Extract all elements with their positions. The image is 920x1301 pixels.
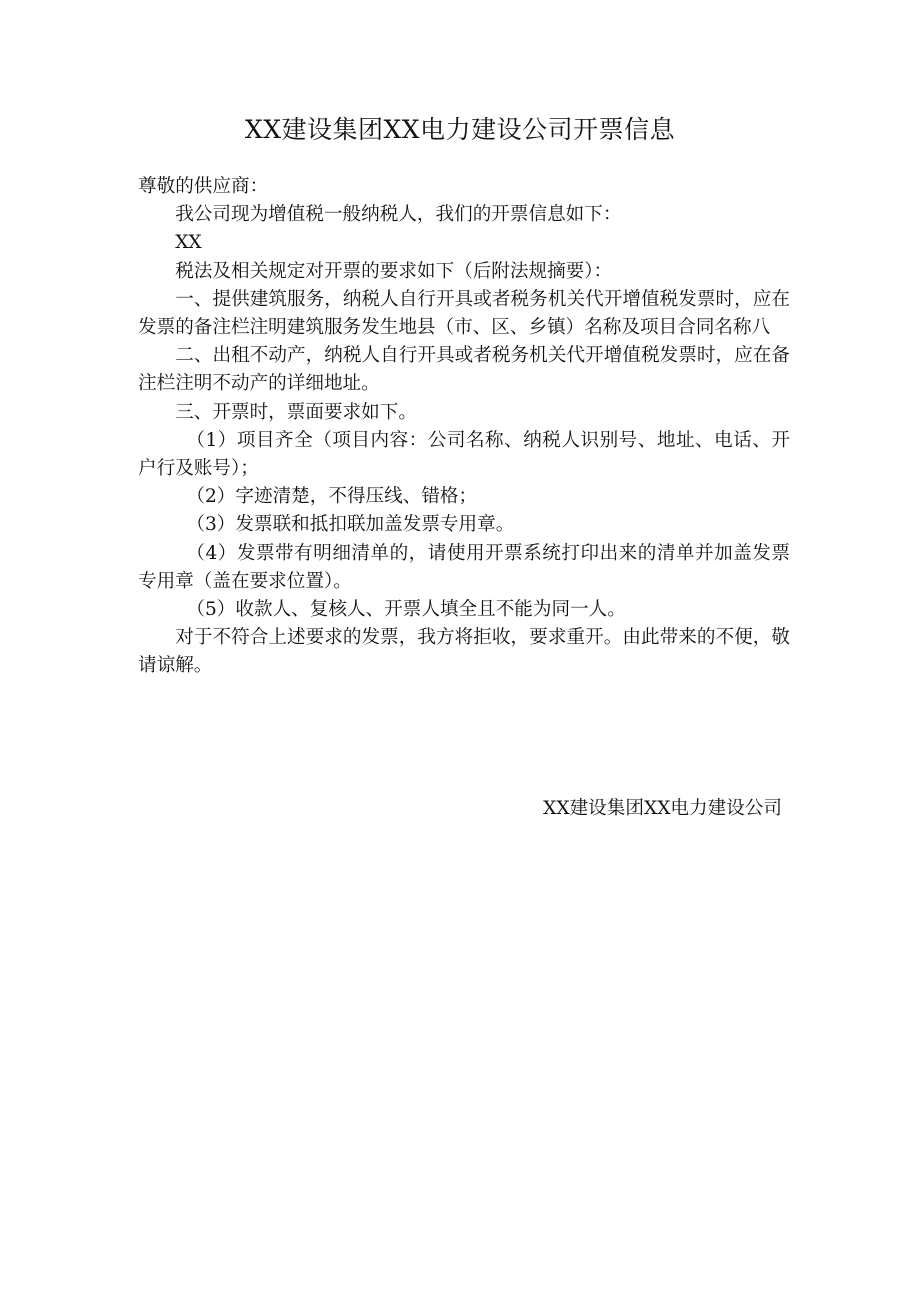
paragraph-invoice-info: XX — [175, 232, 202, 254]
paragraph-intro: 我公司现为增值税一般纳税人，我们的开票信息如下： — [175, 204, 622, 226]
paragraph-requirements-heading: 税法及相关规定对开票的要求如下（后附法规摘要）： — [175, 260, 613, 282]
paragraph-item-2: 二、出租不动产，纳税人自行开具或者税务机关代开增值税发票时，应在备注栏注明不动产的详细地址。 — [138, 345, 790, 395]
paragraph-closing: 对于不符合上述要求的发票，我方将拒收，要求重开。由此带来的不便，敬请谅解。 — [138, 627, 790, 677]
paragraph-item-3: 三、开票时，票面要求如下。 — [175, 401, 417, 423]
paragraph-item-1: 一、提供建筑服务，纳税人自行开具或者税务机关代开增值税发票时，应在发票的备注栏注明建筑服务发生地县（市、区、乡镇）名称及项目合同名称八 — [138, 288, 790, 339]
document-title: XX建设集团XX电力建设公司开票信息 — [244, 115, 676, 144]
paragraph-subitem-1: （1）项目齐全（项目内容：公司名称、纳税人识别号、地址、电话、开户行及账号）； — [138, 429, 790, 480]
paragraph-subitem-5: （5）收款人、复核人、开票人填全且不能为同一人。 — [186, 599, 626, 621]
paragraph-subitem-2: （2）字迹清楚，不得压线、错格； — [186, 486, 478, 508]
paragraph-subitem-4: （4）发票带有明细清单的，请使用开票系统打印出来的清单并加盖发票专用章（盖在要求位置）。 — [138, 542, 790, 592]
signature: XX建设集团XX电力建设公司 — [543, 798, 782, 819]
document-body — [138, 173, 790, 681]
salutation: 尊敬的供应商： — [138, 176, 269, 197]
paragraph-subitem-3: （3）发票联和抵扣联加盖发票专用章。 — [186, 514, 515, 536]
